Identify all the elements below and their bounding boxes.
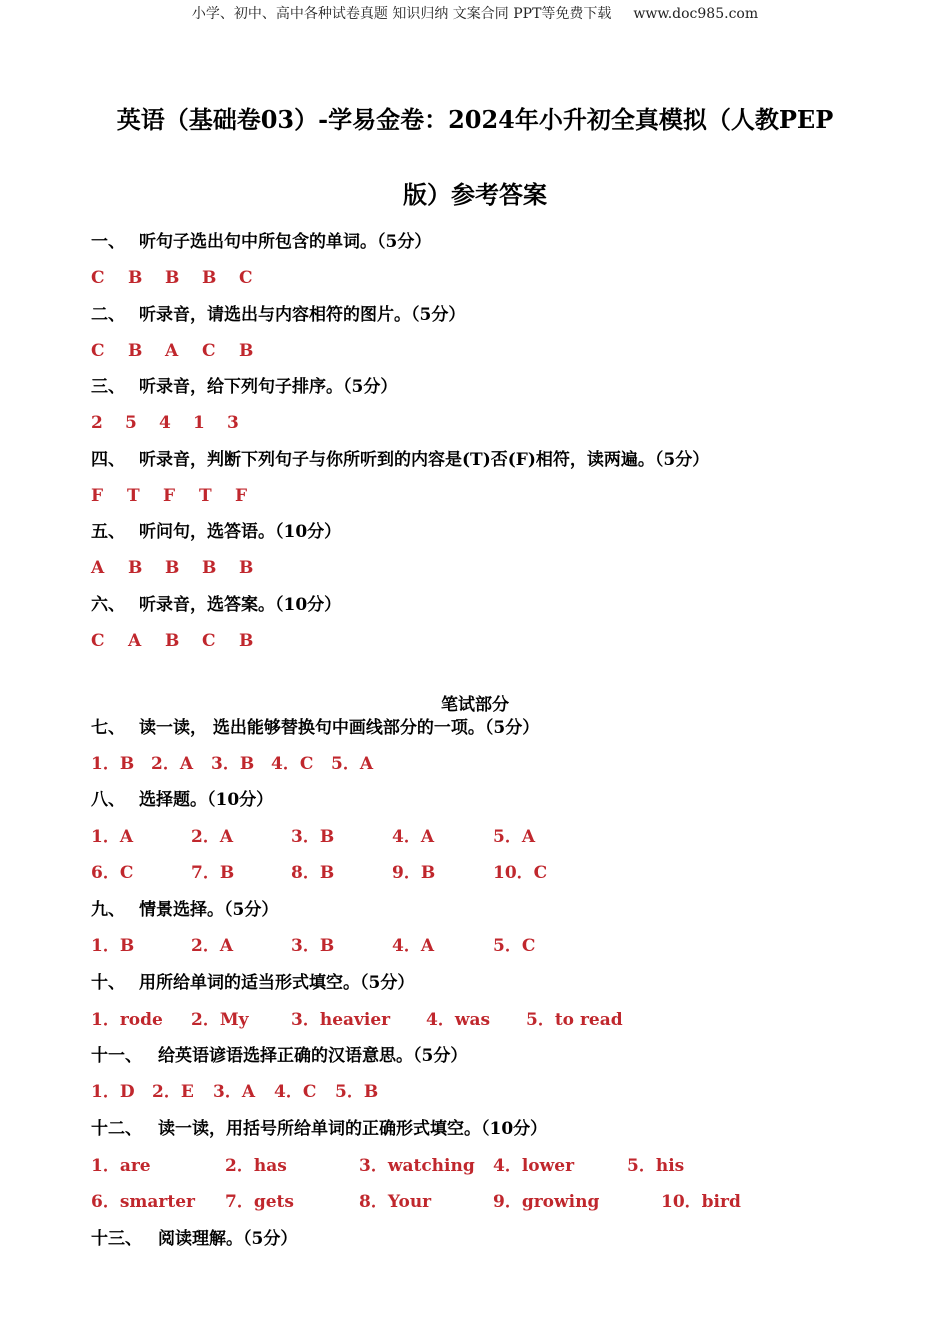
answer: 7．B — [191, 863, 235, 883]
answer: 4．C — [271, 754, 314, 774]
answer: T — [199, 486, 212, 506]
section-number: 六、 — [91, 595, 125, 615]
section-number: 十、 — [91, 973, 125, 993]
answer: 4．lower — [493, 1156, 575, 1176]
answer: F — [235, 486, 248, 506]
answer: 3．heavier — [291, 1010, 391, 1030]
answer: 10．bird — [661, 1192, 741, 1212]
answer: B — [202, 268, 217, 288]
answer: 5．A — [493, 827, 536, 847]
header-site: www.doc985.com — [633, 6, 759, 22]
answer-row — [91, 1153, 684, 1179]
answer: 1．D — [91, 1082, 135, 1102]
answer-row — [91, 1007, 623, 1033]
answer: 3．watching — [359, 1156, 475, 1176]
answer: 4．A — [392, 827, 435, 847]
answer: 3．B — [291, 827, 335, 847]
answer-row — [91, 1189, 741, 1215]
answer-row — [91, 751, 373, 777]
section-number: 二、 — [91, 305, 125, 325]
answer: 2．E — [152, 1082, 194, 1102]
answer-row — [91, 628, 253, 654]
header-text: 小学、初中、高中各种试卷真题 知识归纳 文案合同 PPT等免费下载 — [191, 6, 612, 22]
answer: 2 — [91, 413, 103, 433]
answer: 2．My — [191, 1010, 249, 1030]
answer-row — [91, 1079, 378, 1105]
answer: A — [165, 341, 179, 361]
answer: F — [91, 486, 104, 506]
section-heading — [91, 302, 465, 328]
answer: B — [128, 268, 143, 288]
section-text: 听录音，判断下列句子与你所听到的内容是(T)否(F)相符，读两遍。（5分） — [139, 450, 710, 470]
answer: B — [128, 341, 143, 361]
section-number: 九、 — [91, 900, 125, 920]
answer-row — [91, 338, 253, 364]
section-heading — [91, 715, 539, 741]
answer: 8．B — [291, 863, 335, 883]
section-heading — [91, 229, 431, 255]
answer: 4．A — [392, 936, 435, 956]
section-heading — [91, 592, 341, 618]
answer-row — [91, 860, 547, 886]
answer: 1．are — [91, 1156, 151, 1176]
section-number: 十二、 — [91, 1119, 142, 1139]
section-text: 听问句，选答语。（10分） — [139, 522, 342, 542]
answer: C — [91, 268, 105, 288]
answer: 1．rode — [91, 1010, 163, 1030]
answer: 5．A — [331, 754, 374, 774]
document-title-line1: 英语（基础卷03）-学易金卷：2024年小升初全真模拟（人教PEP — [116, 105, 834, 134]
answer-row — [91, 410, 239, 436]
section-text: 读一读，用括号所给单词的正确形式填空。（10分） — [158, 1119, 548, 1139]
section-heading — [91, 519, 341, 545]
answer: C — [91, 341, 105, 361]
section-number: 八、 — [91, 790, 125, 810]
section-number: 四、 — [91, 450, 125, 470]
answer: B — [165, 631, 180, 651]
answer: 9．growing — [493, 1192, 600, 1212]
page-header — [0, 3, 950, 23]
section-heading — [91, 970, 414, 996]
answer: 3．B — [211, 754, 255, 774]
answer: 2．A — [151, 754, 194, 774]
answer: B — [239, 341, 254, 361]
answer-row — [91, 824, 535, 850]
answer: 5．his — [627, 1156, 685, 1176]
section-number: 三、 — [91, 377, 125, 397]
answer: 4．C — [274, 1082, 317, 1102]
answer-row — [91, 483, 247, 509]
answer: B — [165, 268, 180, 288]
section-text: 阅读理解。（5分） — [158, 1229, 298, 1249]
answer: B — [165, 558, 180, 578]
section-heading — [91, 447, 709, 473]
answer: C — [202, 631, 216, 651]
answer: 5 — [125, 413, 137, 433]
answer: 5．to read — [526, 1010, 623, 1030]
section-number: 七、 — [91, 718, 125, 738]
section-heading — [91, 897, 278, 923]
section-number: 一、 — [91, 232, 125, 252]
answer: 4．was — [426, 1010, 491, 1030]
answer: B — [239, 558, 254, 578]
answer: T — [127, 486, 140, 506]
answer: A — [128, 631, 142, 651]
section-heading — [91, 374, 397, 400]
answer: C — [239, 268, 253, 288]
answer-row — [91, 265, 253, 291]
answer: 3．B — [291, 936, 335, 956]
document-title-line2: 版）参考答案 — [403, 180, 547, 209]
written-part-label: 笔试部分 — [441, 695, 509, 715]
answer-row — [91, 933, 535, 959]
section-number: 十三、 — [91, 1229, 142, 1249]
answer: B — [202, 558, 217, 578]
answer: 1．B — [91, 936, 135, 956]
answer: 3．A — [213, 1082, 256, 1102]
answer: B — [128, 558, 143, 578]
section-text: 读一读， 选出能够替换句中画线部分的一项。（5分） — [139, 718, 540, 738]
answer: 10．C — [493, 863, 548, 883]
answer: 9．B — [392, 863, 436, 883]
answer: F — [163, 486, 176, 506]
section-text: 给英语谚语选择正确的汉语意思。（5分） — [158, 1046, 468, 1066]
answer: 3 — [227, 413, 239, 433]
answer: C — [91, 631, 105, 651]
answer: 1．A — [91, 827, 134, 847]
answer: 8．Your — [359, 1192, 432, 1212]
section-text: 听录音，请选出与内容相符的图片。（5分） — [139, 305, 466, 325]
section-text: 情景选择。（5分） — [139, 900, 279, 920]
section-heading — [91, 1116, 547, 1142]
answer: 1．B — [91, 754, 135, 774]
section-text: 听录音，给下列句子排序。（5分） — [139, 377, 398, 397]
section-text: 听录音，选答案。（10分） — [139, 595, 342, 615]
answer-row — [91, 555, 253, 581]
answer: 6．smarter — [91, 1192, 195, 1212]
answer: 5．B — [335, 1082, 379, 1102]
answer: 1 — [193, 413, 205, 433]
section-number: 五、 — [91, 522, 125, 542]
section-text: 选择题。（10分） — [139, 790, 274, 810]
answer: C — [202, 341, 216, 361]
answer: 4 — [159, 413, 171, 433]
answer: 2．has — [225, 1156, 287, 1176]
section-heading — [91, 787, 273, 813]
answer: B — [239, 631, 254, 651]
section-text: 听句子选出句中所包含的单词。（5分） — [139, 232, 432, 252]
answer: 5．C — [493, 936, 536, 956]
answer: A — [91, 558, 105, 578]
answer: 6．C — [91, 863, 134, 883]
section-heading — [91, 1226, 297, 1252]
section-heading — [91, 1043, 467, 1069]
answer: 2．A — [191, 936, 234, 956]
answer: 2．A — [191, 827, 234, 847]
answer: 7．gets — [225, 1192, 294, 1212]
section-number: 十一、 — [91, 1046, 142, 1066]
section-text: 用所给单词的适当形式填空。（5分） — [139, 973, 415, 993]
